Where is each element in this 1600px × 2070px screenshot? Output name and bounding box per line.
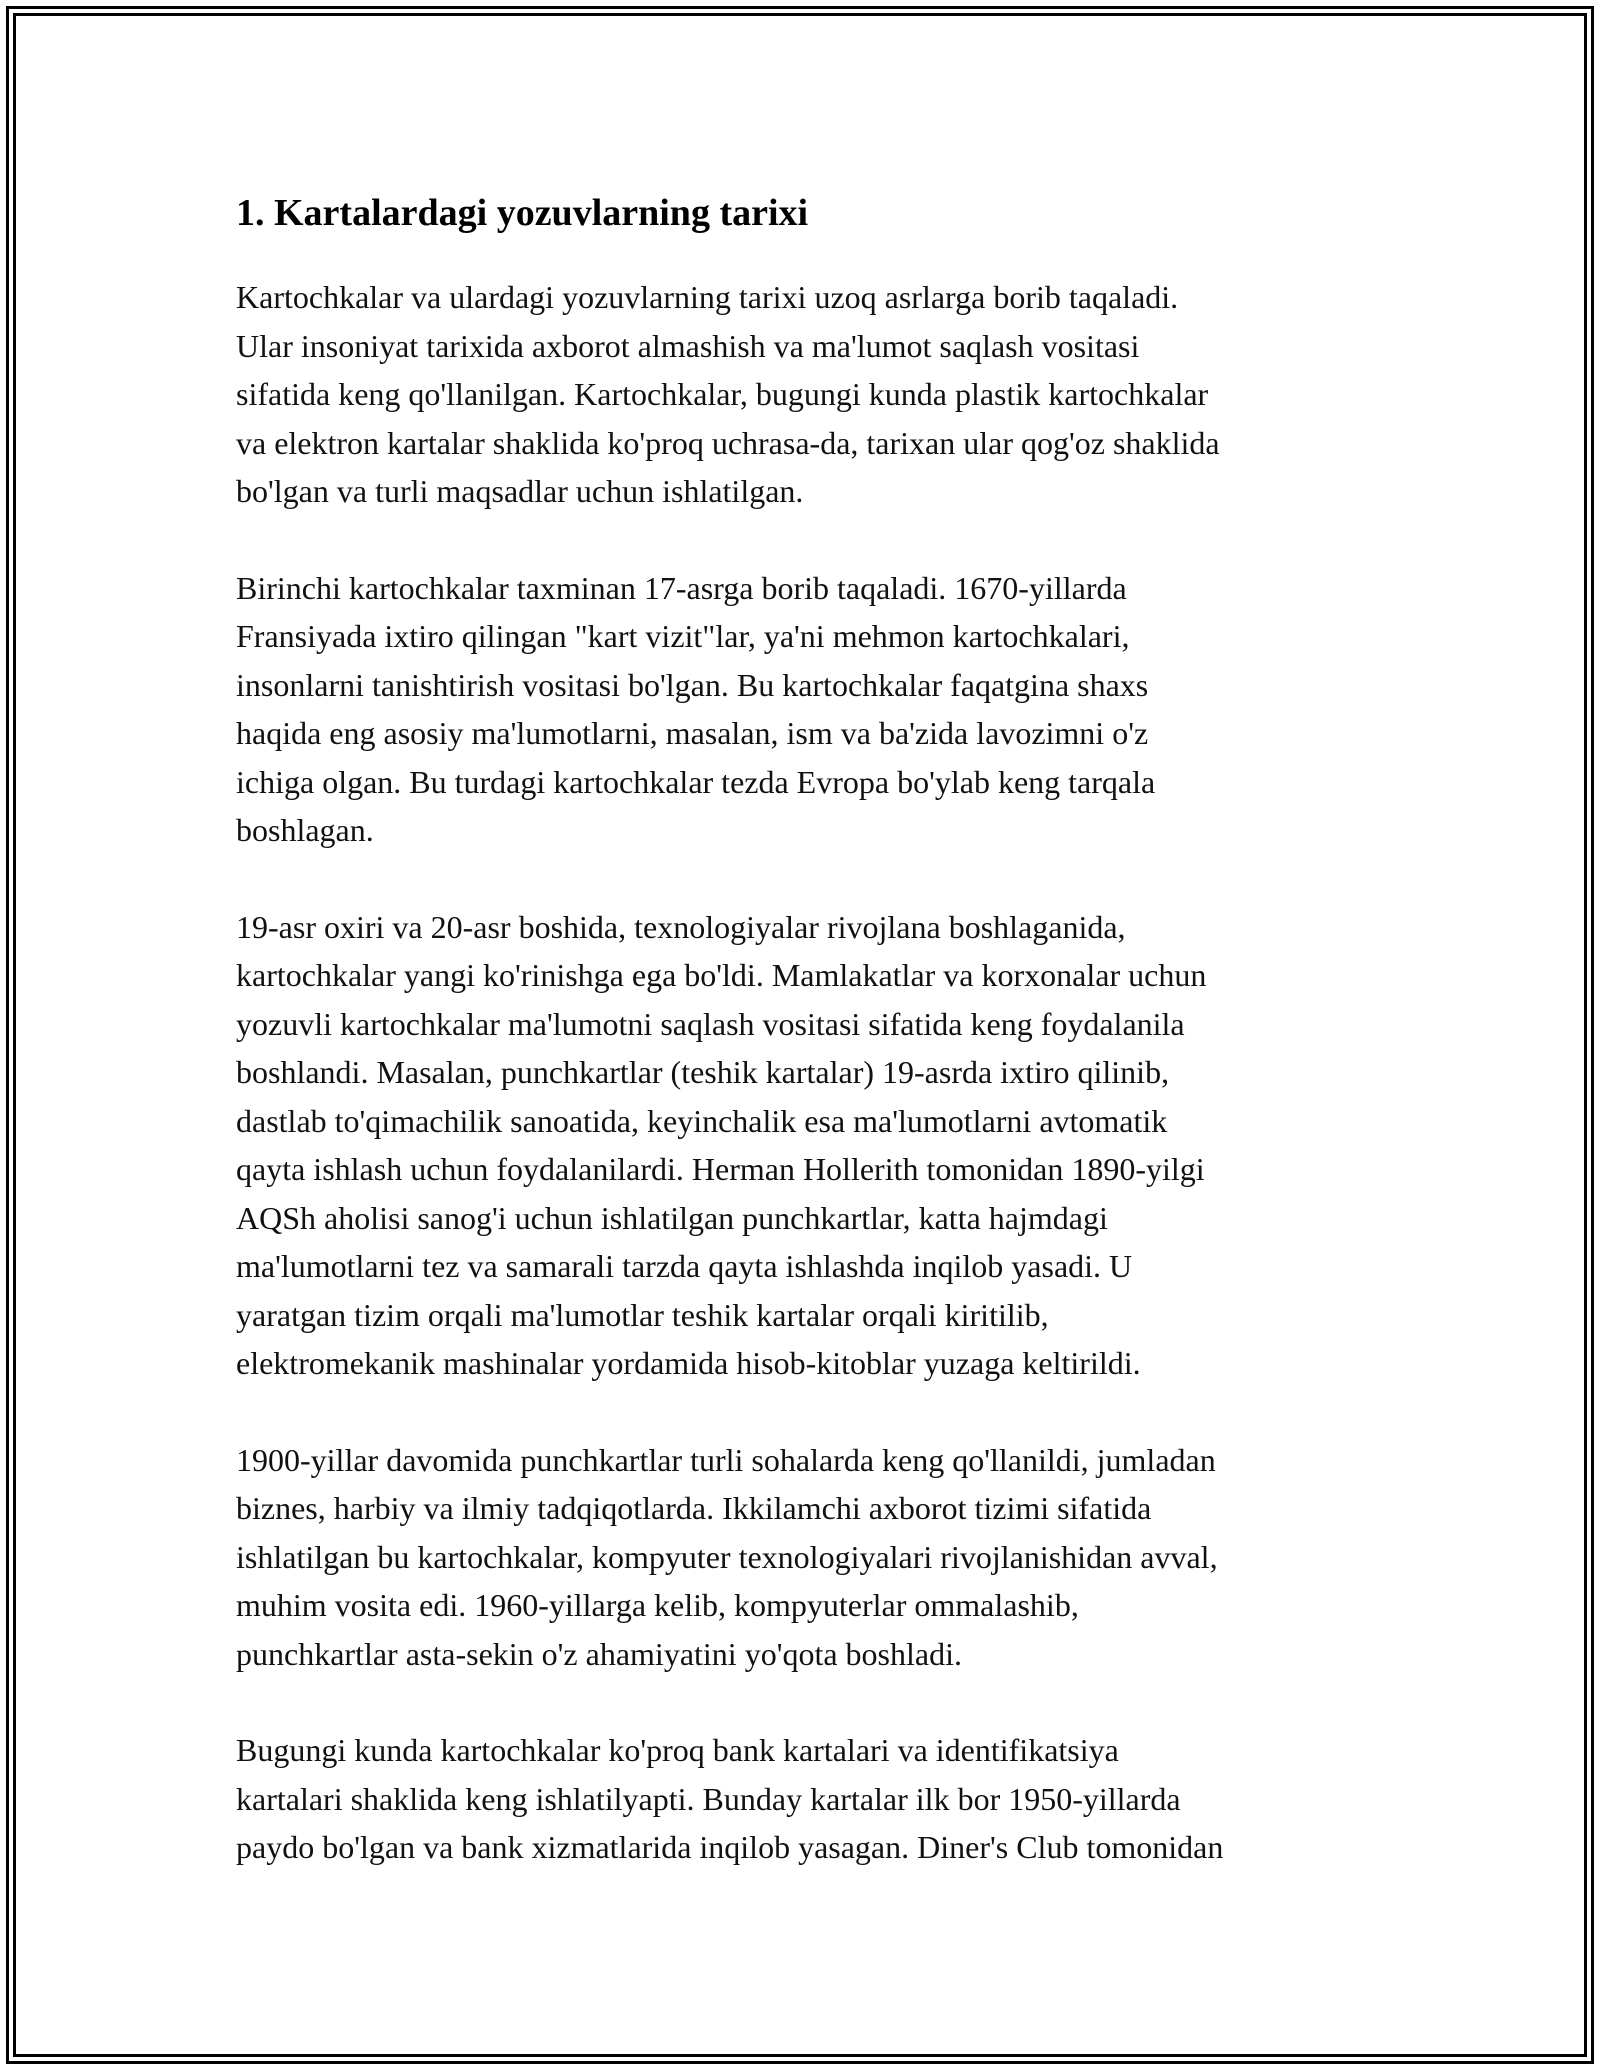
document-body bbox=[236, 183, 1386, 1920]
text-line: Kartochkalar va ulardagi yozuvlarning tarixi uzoq asrlarga borib taqaladi. bbox=[236, 279, 1179, 315]
text-line: dastlab to'qimachilik sanoatida, keyinchalik esa ma'lumotlarni avtomatik bbox=[236, 1102, 1168, 1139]
text-line: sifatida keng qo'llanilgan. Kartochkalar, bugungi kunda plastik kartochkalar bbox=[236, 376, 1209, 412]
paragraph-1 bbox=[236, 273, 1386, 516]
text-line: AQSh aholisi sanog'i uchun ishlatilgan punchkartlar, katta hajmdagi bbox=[236, 1199, 1108, 1236]
text-line: ishlatilgan bu kartochkalar, kompyuter texnologiyalari rivojlanishidan avval, bbox=[236, 1538, 1218, 1575]
text-line: ichiga olgan. Bu turdagi kartochkalar tezda Evropa bo'ylab keng tarqala bbox=[236, 763, 1156, 800]
text-line: paydo bo'lgan va bank xizmatlarida inqilob yasagan. Diner's Club tomonidan bbox=[236, 1829, 1224, 1865]
text-line: Ular insoniyat tarixida axborot almashish va ma'lumot saqlash vositasi bbox=[236, 327, 1140, 364]
text-line: punchkartlar asta-sekin o'z ahamiyatini yo'qota boshladi. bbox=[236, 1635, 962, 1672]
text-line: Birinchi kartochkalar taxminan 17-asrga borib taqaladi. 1670-yillarda bbox=[236, 569, 1127, 606]
paragraph-5 bbox=[236, 1726, 1386, 1872]
text-line: yozuvli kartochkalar ma'lumotni saqlash vositasi sifatida keng foydalanila bbox=[236, 1005, 1185, 1042]
text-line: Fransiyada ixtiro qilingan "kart vizit"lar, ya'ni mehmon kartochkalari, bbox=[236, 618, 1130, 654]
text-line: ma'lumotlarni tez va samarali tarzda qayta ishlashda inqilob yasadi. U bbox=[236, 1248, 1133, 1284]
paragraph-4 bbox=[236, 1436, 1386, 1679]
text-line: haqida eng asosiy ma'lumotlarni, masalan, ism va ba'zida lavozimni o'z bbox=[236, 715, 1149, 751]
text-line: qayta ishlash uchun foydalanilardi. Herman Hollerith tomonidan 1890-yilgi bbox=[236, 1151, 1205, 1187]
text-line: yaratgan tizim orqali ma'lumotlar teshik kartalar orqali kiritilib, bbox=[236, 1296, 1049, 1333]
paragraph-2 bbox=[236, 564, 1386, 855]
text-line: kartochkalar yangi ko'rinishga ega bo'ldi. Mamlakatlar va korxonalar uchun bbox=[236, 957, 1207, 993]
text-line: boshlagan. bbox=[236, 812, 374, 848]
section-heading: 1. Kartalardagi yozuvlarning tarixi bbox=[236, 192, 809, 234]
text-line: muhim vosita edi. 1960-yillarga kelib, kompyuterlar ommalashib, bbox=[236, 1587, 1079, 1623]
text-line: va elektron kartalar shaklida ko'proq uchrasa-da, tarixan ular qog'oz shaklida bbox=[236, 424, 1220, 461]
text-line: 1900-yillar davomida punchkartlar turli sohalarda keng qo'llanildi, jumladan bbox=[236, 1441, 1216, 1478]
text-line: biznes, harbiy va ilmiy tadqiqotlarda. Ikkilamchi axborot tizimi sifatida bbox=[236, 1490, 1152, 1526]
text-line: bo'lgan va turli maqsadlar uchun ishlatilgan. bbox=[236, 473, 804, 509]
text-line: insonlarni tanishtirish vositasi bo'lgan. Bu kartochkalar faqatgina shaxs bbox=[236, 666, 1149, 703]
text-line: boshlandi. Masalan, punchkartlar (teshik kartalar) 19-asrda ixtiro qilinib, bbox=[236, 1054, 1170, 1090]
paragraph-3 bbox=[236, 903, 1386, 1388]
text-line: elektromekanik mashinalar yordamida hisob-kitoblar yuzaga keltirildi. bbox=[236, 1345, 1141, 1381]
text-line: kartalari shaklida keng ishlatilyapti. Bunday kartalar ilk bor 1950-yillarda bbox=[236, 1780, 1181, 1817]
text-line: 19-asr oxiri va 20-asr boshida, texnologiyalar rivojlana boshlaganida, bbox=[236, 908, 1126, 945]
text-line: Bugungi kunda kartochkalar ko'proq bank kartalari va identifikatsiya bbox=[236, 1732, 1119, 1768]
